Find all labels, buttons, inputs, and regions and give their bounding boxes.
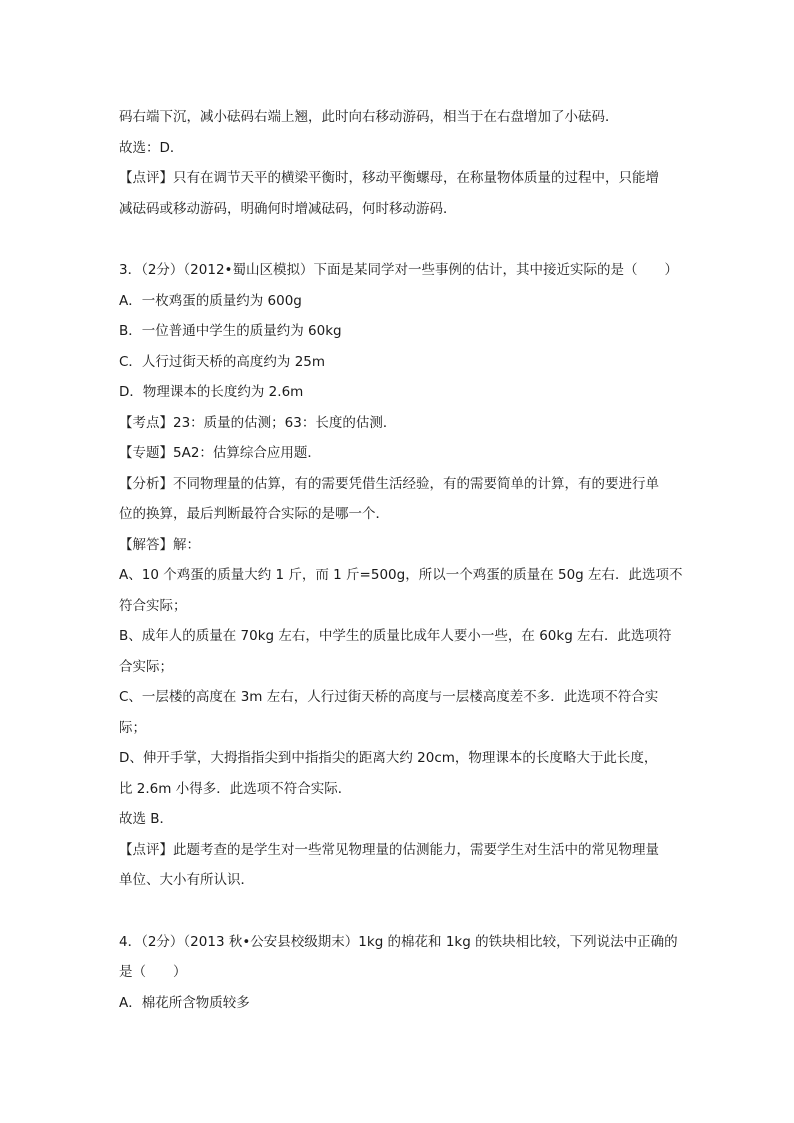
solution-line: 际； — [119, 719, 146, 736]
option-b: B．一位普通中学生的质量约为 60kg — [119, 323, 342, 339]
topic: 【专题】5A2：估算综合应用题． — [119, 445, 321, 461]
question-stem: 4．（2分）（2013 秋•公安县校级期末）1kg 的棉花和 1kg 的铁块相比较，下列说法中正确的 — [119, 933, 678, 950]
answer-line: 故选：D． — [119, 139, 184, 156]
option-d: D．物理课本的长度约为 2.6m — [119, 384, 304, 400]
comment-line: 【点评】此题考查的是学生对一些常见物理量的估测能力，需要学生对生活中的常见物理量 — [119, 841, 659, 858]
solution-line: B、成年人的质量在 70kg 左右，中学生的质量比成年人要小一些，在 60kg 左右．此选项符 — [119, 628, 672, 644]
question-4 — [119, 927, 679, 1019]
question-stem: 是（ ） — [119, 964, 187, 980]
knowledge-point: 【考点】23：质量的估测；63：长度的估测． — [119, 414, 397, 431]
solution-line: 比 2.6m 小得多．此选项不符合实际． — [119, 780, 352, 797]
document-page — [119, 102, 683, 1018]
analysis-line: 【分析】不同物理量的估算，有的需要凭借生活经验，有的需要简单的计算，有的要进行单 — [119, 475, 659, 492]
solution-line: 符合实际； — [119, 597, 187, 614]
comment-line: 单位、大小有所认识． — [119, 872, 254, 888]
question-3 — [119, 255, 683, 896]
section-gap — [119, 224, 679, 255]
previous-question-tail — [119, 102, 679, 224]
analysis-line: 位的换算，最后判断最符合实际的是哪一个． — [119, 506, 389, 522]
question-stem: 3．（2分）（2012•蜀山区模拟）下面是某同学对一些事例的估计，其中接近实际的是（ ） — [119, 262, 678, 278]
answer-line: 故选 B． — [119, 811, 174, 827]
solution-heading: 【解答】解： — [119, 536, 200, 553]
solution-line: D、伸开手掌，大拇指指尖到中指指尖的距离大约 20cm，物理课本的长度略大于此长度， — [119, 750, 658, 766]
section-gap — [119, 896, 679, 927]
comment-line: 【点评】只有在调节天平的横梁平衡时，移动平衡螺母，在称量物体质量的过程中，只能增 — [119, 170, 659, 186]
solution-line: 合实际； — [119, 658, 173, 675]
text-line: 码右端下沉，减小砝码右端上翘，此时向右移动游码，相当于在右盘增加了小砝码． — [119, 109, 619, 125]
option-c: C．人行过街天桥的高度约为 25m — [119, 353, 326, 370]
solution-line: C、一层楼的高度在 3m 左右，人行过街天桥的高度与一层楼高度差不多．此选项不符合实 — [119, 689, 659, 705]
comment-line: 减砝码或移动游码，明确何时增减砝码，何时移动游码． — [119, 200, 457, 217]
option-a: A．棉花所含物质较多 — [119, 994, 250, 1011]
option-a: A．一枚鸡蛋的质量约为 600g — [119, 292, 302, 309]
solution-line: A、10 个鸡蛋的质量大约 1 斤，而 1 斤=500g，所以一个鸡蛋的质量在 50g 左右．此选项不 — [119, 567, 683, 583]
